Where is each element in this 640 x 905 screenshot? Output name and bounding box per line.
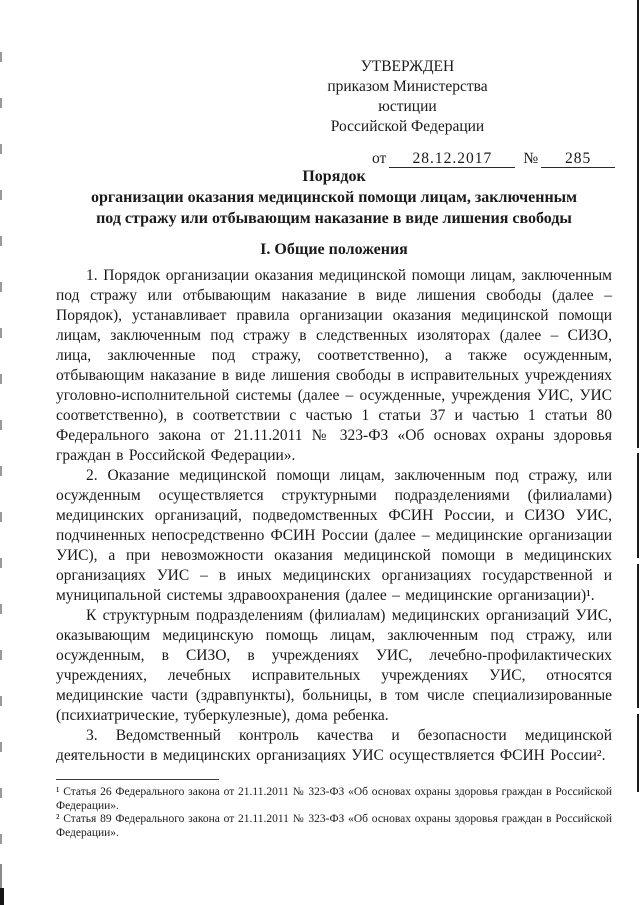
date-label: от xyxy=(372,150,387,167)
paragraph: К структурным подразделениям (филиалам) медицинских организаций УИС, оказывающим медицинскую помощь лицам, заключенным под стражу, или осужденным, в СИЗО, в учреждениях УИС, лечебно-профилактических учреждениях, лечебных исправительных учреждениях УИС, относятся медицинские части (здравпункты), больницы, в том числе специализированные (психиатрические, туберкулезные), дома ребенка. xyxy=(56,607,612,724)
paragraph: 2. Оказание медицинской помощи лицам, заключенным под стражу, или осужденным осуществляется структурными подразделениями (филиалами) медицинских организаций, подведомственных ФСИН России, и СИЗО УИС, подчиненных непосредственно ФСИН России (далее – медицинские организации УИС), а при невозможности оказания медицинской помощи в медицинских организациях УИС – в иных медицинских организациях государственной и муниципальной системы здравоохранения (далее – медицинские организации)¹. xyxy=(56,467,612,604)
title-line: организации оказания медицинской помощи лицам, заключенным xyxy=(90,189,578,206)
approval-line: приказом Министерства юстиции xyxy=(327,78,488,115)
corner-scan-artifact xyxy=(0,888,4,905)
number-value: 285 xyxy=(541,150,615,168)
title-line: под стражу или отбывающим наказание в виде лишения свободы xyxy=(96,210,572,227)
paragraph: 3. Ведомственный контроль качества и безопасности медицинской деятельности в медицинских организациях УИС осуществляется ФСИН России². xyxy=(56,727,612,764)
approval-line: УТВЕРЖДЕН xyxy=(360,58,455,75)
date-value: 28.12.2017 xyxy=(389,150,515,168)
section-heading: I. Общие положения xyxy=(260,241,408,258)
right-edge-scan-artifact xyxy=(637,0,640,792)
footnotes-section xyxy=(56,779,612,840)
corner-scan-artifact-gray xyxy=(0,864,2,888)
approval-line: Российской Федерации xyxy=(330,118,485,135)
footnote: ¹ Статья 26 Федерального закона от 21.11.2011 № 323-ФЗ «Об основах охраны здоровья граждан в Российской Федерации». xyxy=(56,786,612,812)
title-line: Порядок xyxy=(302,168,366,185)
document-body xyxy=(56,266,612,766)
footnote: ² Статья 89 Федерального закона от 21.11.2011 № 323-ФЗ «Об основах охраны здоровья граждан в Российской Федерации». xyxy=(56,813,612,839)
paragraph: 1. Порядок организации оказания медицинской помощи лицам, заключенным под стражу или отбывающим наказание в виде лишения свободы (далее – Порядок), устанавливает правила организации оказания медицинской помощи лицам, заключенным под стражу в следственных изоляторах (далее – СИЗО, лица, заключенные под стражу, соответственно), а также осужденным, отбывающим наказание в виде лишения свободы в исправительных учреждениях уголовно-исполнительной системы (далее – осужденные, учреждения УИС, УИС соответственно), в соответствии с частью 1 статьи 37 и частью 1 статьи 80 Федерального закона от 21.11.2011 № 323-ФЗ «Об основах охраны здоровья граждан в Российской Федерации». xyxy=(56,267,612,464)
approval-block xyxy=(300,57,615,169)
document-title xyxy=(56,166,612,229)
footnote-separator xyxy=(56,779,219,780)
left-edge-scan-artifact xyxy=(0,52,2,890)
number-label: № xyxy=(523,150,539,167)
